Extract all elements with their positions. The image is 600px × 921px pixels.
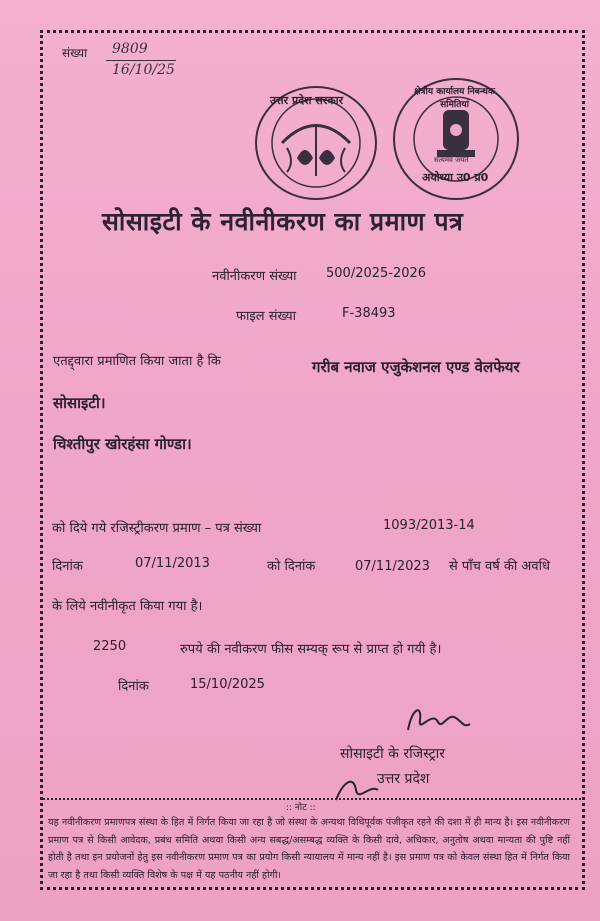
society-name-line2: सोसाइटी। [53, 394, 106, 412]
left-seal-text: उत्तर प्रदेश सरकार [270, 94, 344, 107]
serial-date: 16/10/25 [112, 62, 175, 78]
issue-date: 15/10/2025 [190, 677, 265, 692]
registration-date: 07/11/2013 [135, 556, 210, 571]
renewal-label: नवीनीकरण संख्या [212, 269, 297, 284]
serial-divider [106, 60, 176, 61]
fee-amount: 2250 [93, 639, 127, 654]
issue-date-label: दिनांक [118, 679, 149, 694]
serial-number: 9809 [112, 41, 148, 57]
renewed-text: के लिये नवीनीकृत किया गया है। [52, 599, 203, 614]
signatory-title: सोसाइटी के रजिस्ट्रार [340, 746, 445, 762]
note-text: यह नवीनीकरण प्रमाणपत्र संस्था के हित में निर्गत किया जा रहा है जो संस्था के अन्यथा विधिपूर्वक पंजीकृत रहने की दशा में ही मान्य है। इस नवीनीकरण प्रमाण पत्र से किसी आवेदक, प्रबंध समिति अथवा किसी अन्य सबद्ध/असम्बद्ध व्यक्ति के किसी दावे, अधिकार, अनुतोष अथवा मान्यता की पुष्टि नहीं होती है तथा इन प्रयोजनों हेतु इस नवीनीकरण प्रमाण पत्र का प्रयोग किसी न्यायालय में मान्य नहीं है। इस प्रमाण पत्र को केवल संस्था हित में निर्गत किया जा रहा है तथा किसी व्यक्ति विशेष के पक्ष में यह पठनीय नहीं होगी। [48, 817, 570, 881]
period-text: से पाँच वर्ष की अवधि [449, 559, 550, 574]
file-label: फाइल संख्या [236, 309, 297, 324]
registration-date-label: दिनांक [52, 559, 83, 574]
society-name-line1: गरीब नवाज एजुकेशनल एण्ड वेलफेयर [312, 358, 520, 376]
renewal-number: 500/2025-2026 [326, 266, 427, 281]
registration-label: को दिये गये रजिस्ट्रीकरण प्रमाण – पत्र संख्या [52, 521, 262, 536]
serial-label: संख्या [62, 46, 88, 60]
society-address: चिश्तीपुर खोरहंसा गोण्डा। [53, 435, 192, 453]
registrar-signature [398, 700, 478, 740]
registration-number: 1093/2013-14 [383, 518, 475, 533]
fee-text: रुपये की नवीकरण फीस सम्यक् रूप से प्राप्त हो गयी है। [180, 642, 442, 657]
right-seal-location: अयोध्या उ0 प्र0 [422, 171, 489, 184]
right-seal-text: क्षेत्रीय कार्यालय निबन्धक समितियां [414, 87, 495, 110]
signatory-state: उत्तर प्रदेश [377, 771, 430, 787]
page-title: सोसाइटी के नवीनीकरण का प्रमाण पत्र [102, 207, 464, 236]
file-number: F-38493 [342, 306, 396, 321]
from-date-label: को दिनांक [267, 559, 316, 574]
right-seal-motto: सत्यमेव जयते [434, 156, 469, 164]
note-heading: :: नोट :: [286, 803, 316, 813]
certify-prefix: एतद्द्वारा प्रमाणित किया जाता है कि [53, 354, 221, 369]
from-date: 07/11/2023 [355, 559, 430, 574]
